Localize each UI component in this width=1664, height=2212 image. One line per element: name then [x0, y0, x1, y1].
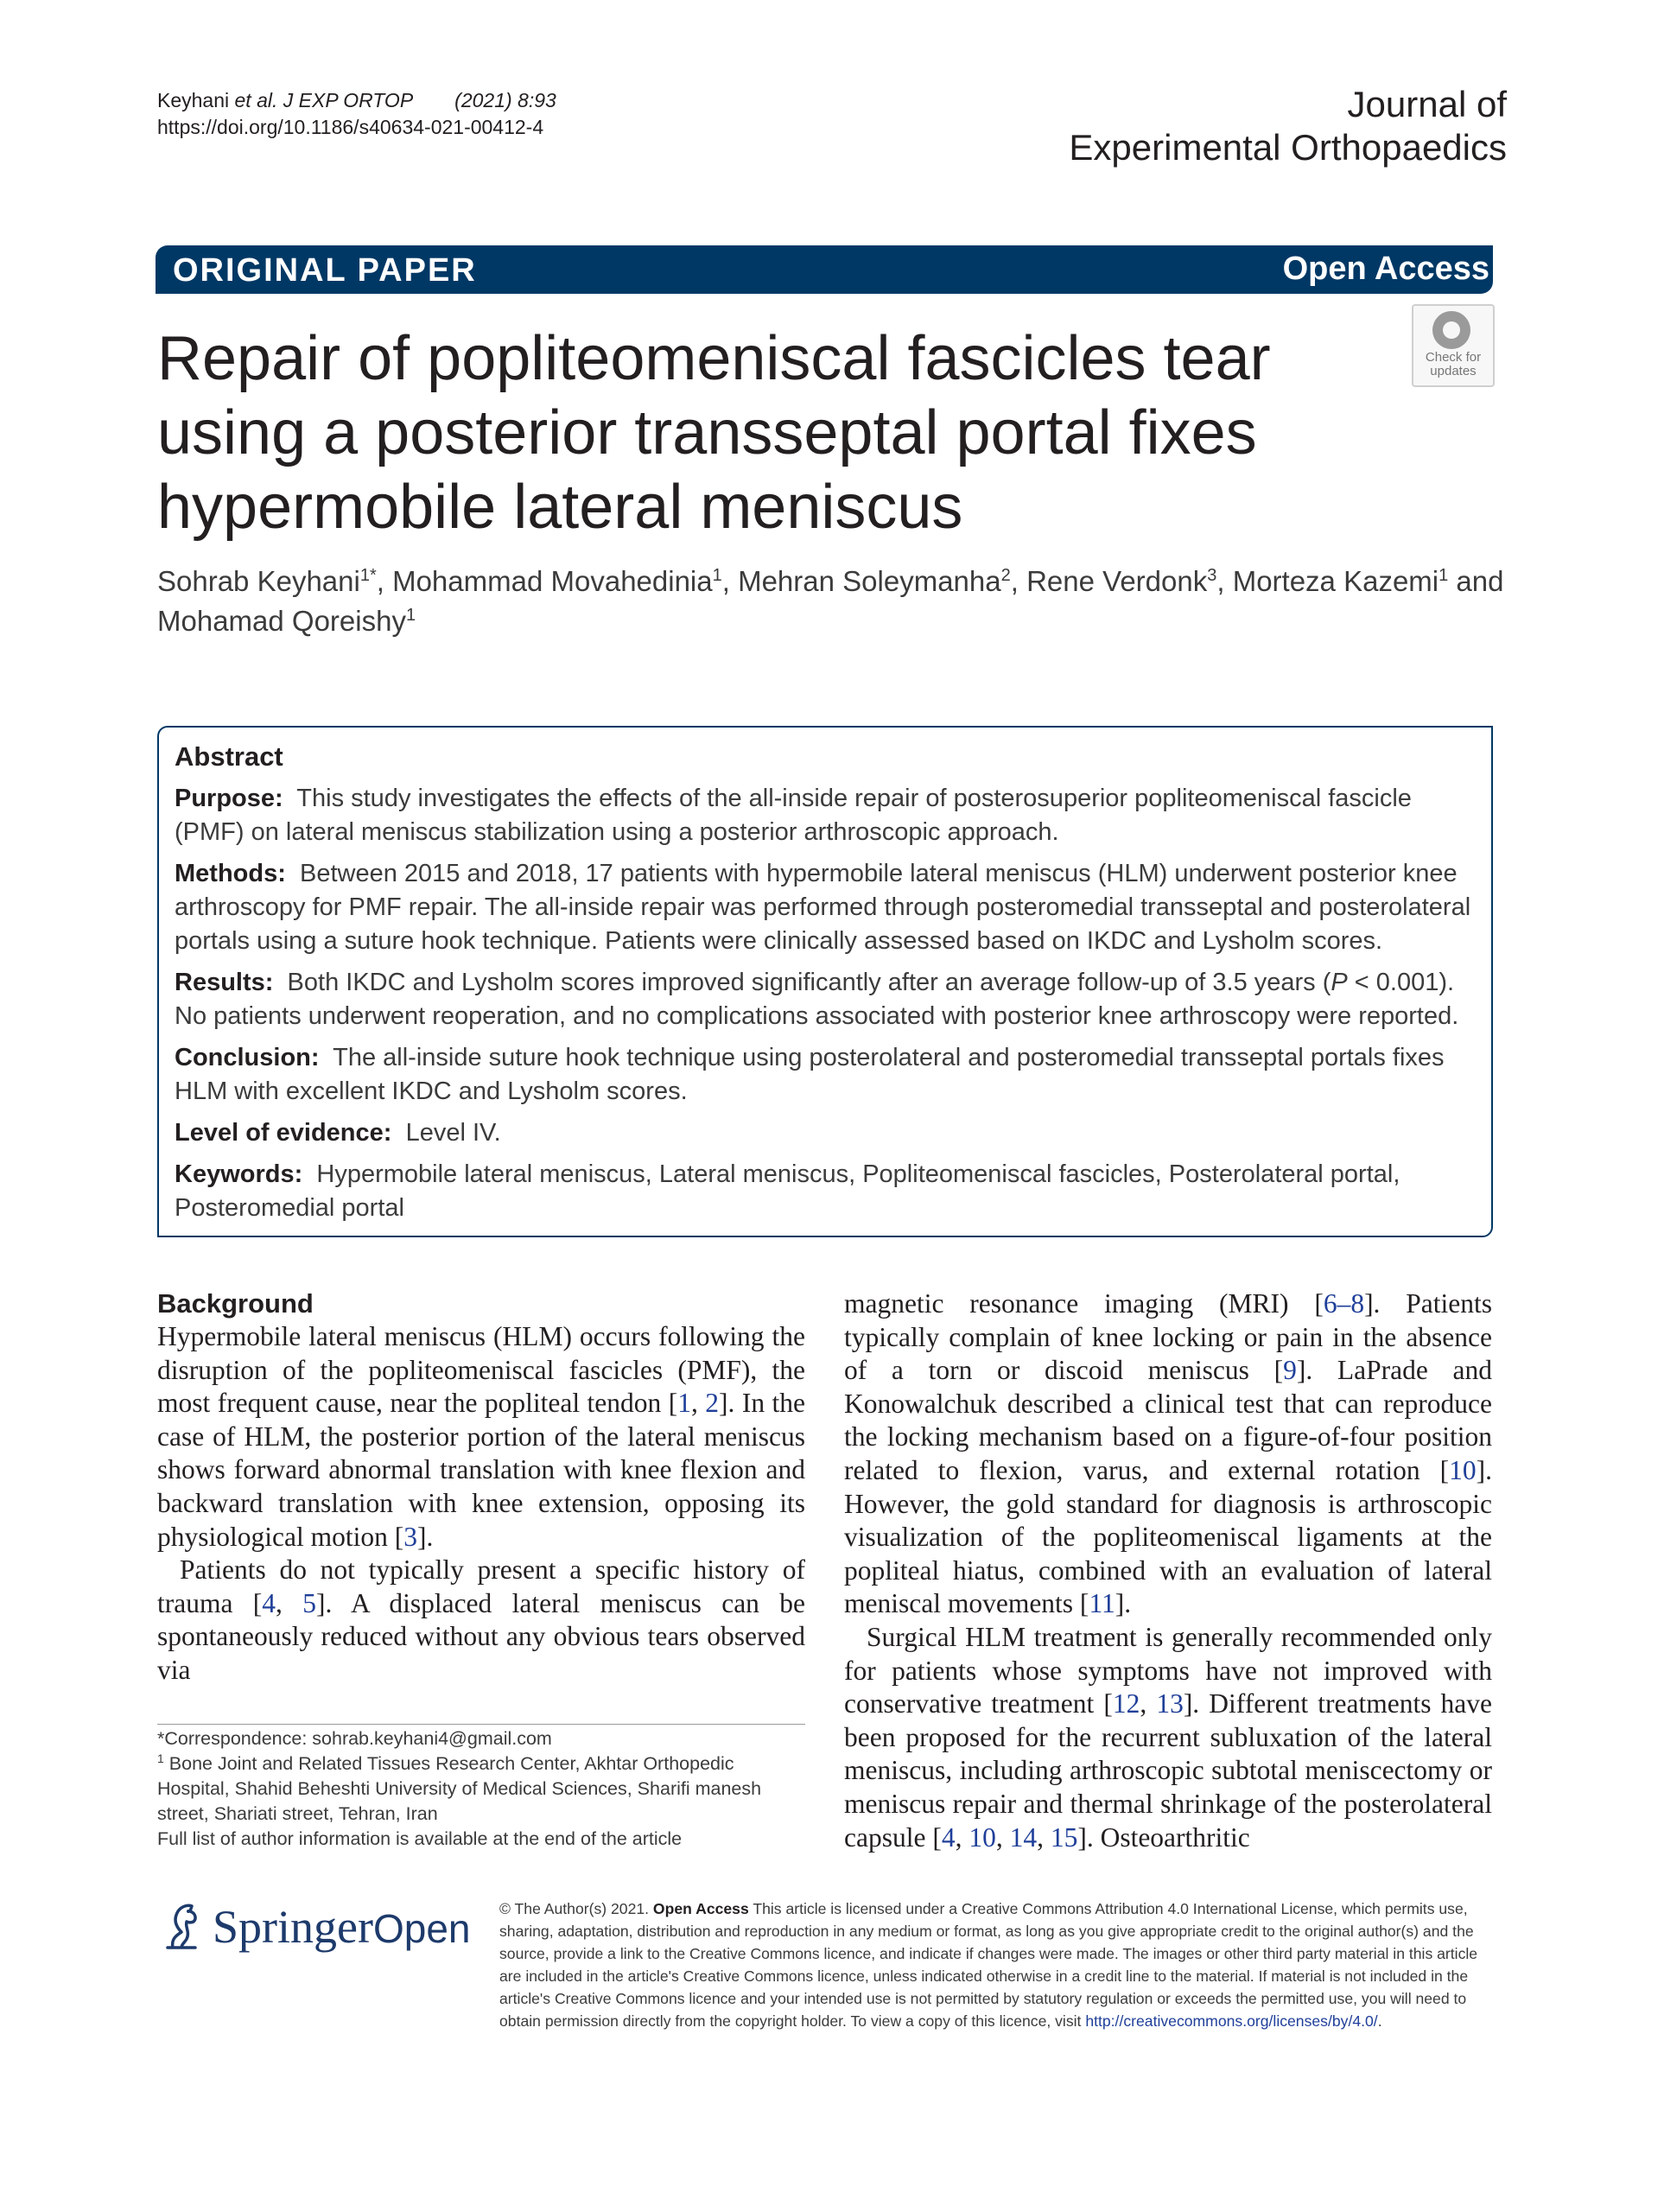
author-name: Morteza Kazemi	[1232, 565, 1439, 597]
citation-link[interactable]: 1	[677, 1388, 691, 1419]
abstract-conclusion: Conclusion: The all-inside suture hook technique using posterolateral and posteromedial transseptal portals fixes HLM with excellent IKDC and Lysholm scores.	[175, 1044, 1445, 1105]
citation-year: (2021) 8:93	[454, 89, 556, 111]
citation-link[interactable]: 2	[705, 1388, 720, 1419]
author-name: Mohammad Movahedinia	[392, 565, 713, 597]
citation-link[interactable]: 15	[1050, 1821, 1078, 1853]
check-for-updates-button[interactable]	[1412, 304, 1495, 387]
author-affiliation-marker: 1	[712, 566, 722, 585]
citation-link[interactable]: 4	[941, 1821, 956, 1853]
body-paragraph: Hypermobile lateral meniscus (HLM) occurs following the disruption of the popliteomeniscal fascicles (PMF), the most frequent cause, near the popliteal tendon [1, 2]. In the case of HLM, the posterior portion of the lateral meniscus shows forward abnormal translation with knee flexion and backward translation with knee extension, opposing its physiological motion [3].	[157, 1321, 805, 1552]
abstract-heading: Abstract	[175, 741, 283, 772]
citation-line	[157, 87, 556, 114]
author-name: Mohamad Qoreishy	[157, 605, 406, 637]
abstract-keywords: Keywords: Hypermobile lateral meniscus, Lateral meniscus, Popliteomeniscal fascicles, Posterolateral portal, Posteromedial portal	[175, 1160, 1400, 1222]
abstract-level-of-evidence: Level of evidence: Level IV.	[175, 1119, 501, 1147]
footnote-divider	[157, 1724, 805, 1725]
body-paragraph: Patients do not typically present a specific history of trauma [4, 5]. A displaced lateral meniscus can be spontaneously reduced without any obvious tears observed via	[157, 1554, 806, 1685]
citation-link[interactable]: 11	[1089, 1588, 1115, 1619]
author-name: Rene Verdonk	[1026, 565, 1208, 597]
journal-line-1: Journal of	[1347, 84, 1507, 124]
body-paragraph: Surgical HLM treatment is generally recommended only for patients whose symptoms have not improved with conservative treatment [12, 13]. Different treatments have been proposed for the recurrent subluxation of the lateral meniscus, including arthroscopic subtotal meniscectomy or meniscus repair and thermal shrinkage of the posterolateral capsule [4, 10, 14, 15]. Osteoarthritic	[844, 1621, 1493, 1853]
author-name: Mehran Soleymanha	[738, 565, 1001, 597]
footnotes	[157, 1726, 805, 1852]
section-heading-background: Background	[157, 1288, 314, 1319]
citation-link[interactable]: 6–8	[1323, 1288, 1365, 1319]
author-affiliation-marker: 1	[405, 606, 416, 625]
citation-link[interactable]: 13	[1156, 1688, 1184, 1719]
body-paragraph: magnetic resonance imaging (MRI) [6–8]. Patients typically complain of knee locking or pain in the absence of a torn or discoid meniscus [9]. LaPrade and Konowalchuk described a clinical test that can reproduce the locking mechanism based on a figure-of-four position related to flexion, varus, and external rotation [10]. However, the gold standard for diagnosis is arthroscopic visualization of the popliteomeniscal ligaments at the popliteal hiatus, combined with an evaluation of lateral meniscal movements [11].	[844, 1288, 1493, 1619]
citation-journal: et al. J EXP ORTOP	[234, 89, 414, 111]
citation-authors: Keyhani	[157, 89, 235, 111]
journal-line-2: Experimental Orthopaedics	[1069, 127, 1507, 168]
citation-link[interactable]: 14	[1009, 1821, 1038, 1853]
citation-link[interactable]: 4	[262, 1587, 276, 1618]
abstract	[175, 739, 1476, 1233]
body-column-left	[157, 1287, 805, 1688]
citation-link[interactable]: 3	[403, 1521, 417, 1552]
check-updates-label: Check for updates	[1425, 350, 1482, 378]
abstract-purpose: Purpose: This study investigates the effects of the all-inside repair of posterosuperior popliteomeniscal fascicle (PMF) on lateral meniscus stabilization using a posterior arthroscopic approach.	[175, 785, 1412, 846]
author-affiliation-marker: 1*	[359, 566, 377, 585]
citation-link[interactable]: 5	[302, 1587, 317, 1618]
check-updates-icon	[1432, 311, 1470, 349]
citation-link[interactable]: 10	[969, 1821, 996, 1853]
affiliation: $^1$ Bone Joint and Related Tissues Research Center, Akhtar Orthopedic Hospital, Shahid Beheshti University of Medical Sciences, Sharifi manesh street, Shariati street, Tehran, Iran	[157, 1751, 762, 1824]
author-affiliation-marker: 3	[1207, 566, 1217, 585]
correspondence: *Correspondence: sohrab.keyhani4@gmail.com	[157, 1728, 552, 1749]
license-link[interactable]: http://creativecommons.org/licenses/by/4.0/	[1085, 2012, 1378, 2030]
author-affiliation-marker: 1	[1439, 566, 1449, 585]
doi-link[interactable]: https://doi.org/10.1186/s40634-021-00412-4	[157, 116, 544, 138]
author-list: Sohrab Keyhani$^{1*}$, Mohammad Movahedinia$^1$, Mehran Soleymanha$^2$, Rene Verdonk$^3$, Morteza Kazemi$^1$ and Mohamad Qoreishy$^1$	[157, 565, 1504, 637]
open-access-label: Open Access	[1282, 251, 1489, 287]
citation-link[interactable]: 12	[1112, 1688, 1140, 1719]
citation-link[interactable]: 10	[1449, 1454, 1477, 1485]
citation-block	[157, 87, 556, 141]
springer-horse-icon	[156, 1897, 207, 1957]
springer-open-logo: SpringerOpen	[213, 1901, 471, 1953]
citation-link[interactable]: 9	[1283, 1355, 1297, 1386]
article-title: Repair of popliteomeniscal fascicles tear using a posterior transseptal portal fixes hypermobile lateral meniscus	[157, 324, 1271, 542]
license-statement: © The Author(s) 2021. Open Access This article is licensed under a Creative Commons Attribution 4.0 International License, which permits use, sharing, adaptation, distribution and reproduction in any medium or format, as long as you give appropriate credit to the original author(s) and the source, provide a link to the Creative Commons licence, and indicate if changes were made. The images or other third party material in this article are included in the article's Creative Commons licence, unless indicated otherwise in a credit line to the material. If material is not included in the article's Creative Commons licence and your intended use is not permitted by statutory regulation or exceeds the permitted use, you will need to obtain permission directly from the copyright holder. To view a copy of this licence, visit http://creativecommons.org/licenses/by/4.0/.	[499, 1900, 1478, 2030]
author-info-note: Full list of author information is available at the end of the article	[157, 1828, 683, 1849]
abstract-methods: Methods: Between 2015 and 2018, 17 patients with hypermobile lateral meniscus (HLM) underwent posterior knee arthroscopy for PMF repair. The all-inside repair was performed through posteromedial transseptal and posterolateral portals using a suture hook technique. Patients were clinically assessed based on IKDC and Lysholm scores.	[175, 860, 1471, 955]
author-affiliation-marker: 2	[1000, 566, 1011, 585]
journal-name	[1069, 83, 1507, 169]
abstract-results: Results: Both IKDC and Lysholm scores improved significantly after an average follow-up of 3.5 years (P < 0.001). No patients underwent reoperation, and no complications associated with posterior knee arthroscopy were reported.	[175, 969, 1459, 1030]
article-type-label: ORIGINAL PAPER	[173, 252, 477, 289]
author-name: Sohrab Keyhani	[157, 565, 360, 597]
body-column-right	[844, 1287, 1492, 1854]
